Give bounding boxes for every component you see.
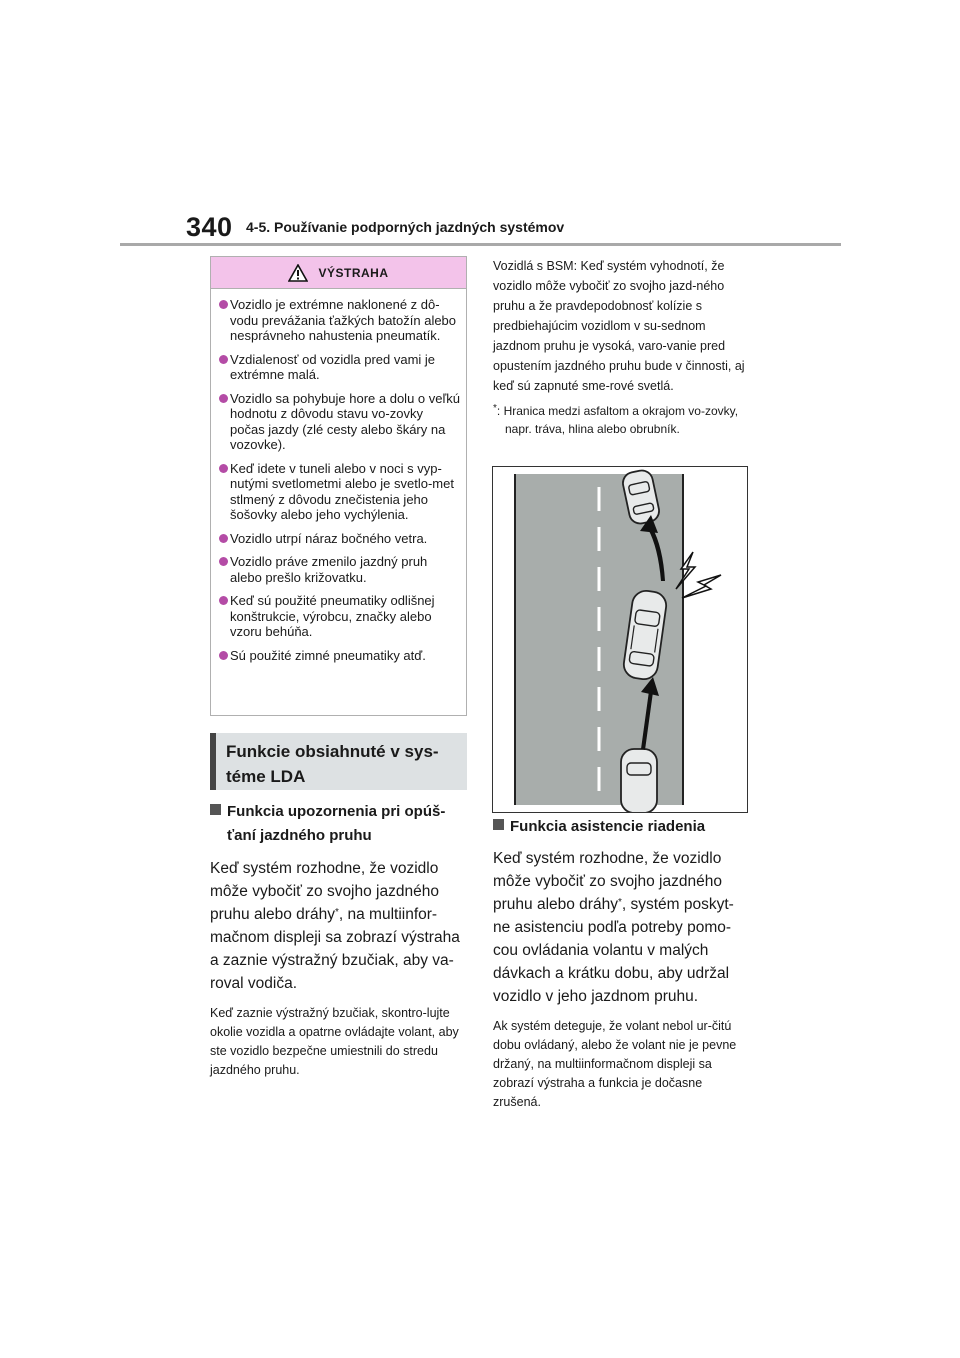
warning-item: Vozidlo práve zmenilo jazdný pruh alebo prešlo križovatku. bbox=[219, 554, 460, 585]
lane-departure-alert-block bbox=[210, 800, 468, 1080]
footnote bbox=[493, 402, 749, 438]
subheading-text: ťaní jazdného pruhu bbox=[227, 827, 372, 844]
steering-note: Ak systém deteguje, že volant nebol ur-čitú dobu ovládaný, alebo že volant nie je pevne držaný, na multiinformačnom displeji sa zobrazí výstraha a funkcia je dočasne zrušená. bbox=[493, 1019, 737, 1109]
alert-note: Keď zaznie výstražný bzučiak, skontro-lujte okolie vozidla a opatrne ovládajte volant, aby ste vozidlo bezpečne umiestnili do stredu jazdného pruhu. bbox=[210, 1006, 459, 1077]
car-bottom bbox=[621, 749, 657, 812]
subheading-text: Funkcia upozornenia pri opúš- bbox=[227, 803, 446, 820]
lane-illustration bbox=[492, 466, 748, 813]
square-bullet-icon bbox=[210, 804, 221, 815]
warning-item: Sú použité zimné pneumatiky atď. bbox=[219, 648, 460, 664]
warning-item: Vzdialenosť od vozidla pred vami je extrémne malá. bbox=[219, 352, 460, 383]
warning-title: VÝSTRAHA bbox=[318, 265, 389, 280]
steering-assist-block bbox=[493, 815, 749, 1112]
bsm-text: Vozidlá s BSM: Keď systém vyhodnotí, že vozidlo môže vybočiť zo svojho jazd-ného pruhu a že pravdepodobnosť kolízie s predbiehajúcim vozidlom v su-sednom jazdnom pruhu je vysoká, varo-vanie pred opustením jazdného pruhu bude v činnosti, aj keď sú zapnuté sme-rové svetlá. bbox=[493, 259, 745, 393]
warning-item: Vozidlo sa pohybuje hore a dolu o veľkú hodnotu z dôvodu stavu vo-zovky počas jazdy (zlé cesty alebo škáry na vozovke). bbox=[219, 391, 460, 453]
square-bullet-icon bbox=[493, 819, 504, 830]
body-text: , na multiinfor-mačnom displeji sa zobrazí výstraha a zaznie výstražný bzučiak, aby va-roval vodiča. bbox=[210, 906, 460, 992]
footnote-marker: * bbox=[334, 907, 339, 918]
section-heading bbox=[210, 733, 467, 790]
subheading-steering bbox=[493, 815, 749, 839]
footnote-marker: * bbox=[493, 403, 497, 414]
warning-triangle-icon bbox=[288, 264, 308, 282]
footnote-text: : Hranica medzi asfaltom a okrajom vo-zovky, napr. tráva, hlina alebo obrubník. bbox=[496, 404, 739, 436]
warning-item: Keď idete v tuneli alebo v noci s vyp-nutými svetlometmi alebo je svetlo-met stlmený z dôvodu znečistenia jeho šošovky alebo jeho vychýlenia. bbox=[219, 461, 460, 523]
body-text: Keď systém rozhodne, že vozidlo môže vybočiť zo svojho jazdného pruhu alebo dráhy bbox=[493, 850, 722, 913]
warning-item: Vozidlo utrpí náraz bočného vetra. bbox=[219, 531, 460, 547]
alert-body bbox=[210, 857, 468, 995]
page-number: 340 bbox=[186, 212, 233, 242]
road-diagram bbox=[493, 467, 747, 812]
warning-box bbox=[210, 256, 467, 716]
footnote-marker: * bbox=[617, 897, 622, 908]
warning-list bbox=[211, 289, 466, 663]
warning-header bbox=[211, 257, 466, 289]
body-text: Keď systém rozhodne, že vozidlo môže vybočiť zo svojho jazdného pruhu alebo dráhy bbox=[210, 860, 439, 923]
section-heading-line: Funkcie obsiahnuté v sys- bbox=[226, 742, 439, 761]
subheading-text: Funkcia asistencie riadenia bbox=[510, 818, 706, 835]
section-heading-line: téme LDA bbox=[226, 767, 306, 786]
section-title: 4-5. Používanie podporných jazdných systémov bbox=[246, 219, 565, 235]
header-divider bbox=[120, 243, 841, 246]
subheading-alert bbox=[210, 800, 468, 848]
warning-item: Keď sú použité pneumatiky odlišnej konštrukcie, výrobcu, značky alebo vzoru behúňa. bbox=[219, 593, 460, 640]
body-text: , systém poskyt-ne asistenciu podľa potreby pomo-cou ovládania volantu v malých dávkach a krátku dobu, aby udržal vozidlo v jeho jazdnom pruhu. bbox=[493, 896, 734, 1005]
steering-body bbox=[493, 847, 749, 1008]
warning-item: Vozidlo je extrémne naklonené z dô-vodu prevážania ťažkých batožín alebo nesprávneho nahustenia pneumatík. bbox=[219, 297, 460, 344]
bsm-block bbox=[493, 256, 749, 438]
